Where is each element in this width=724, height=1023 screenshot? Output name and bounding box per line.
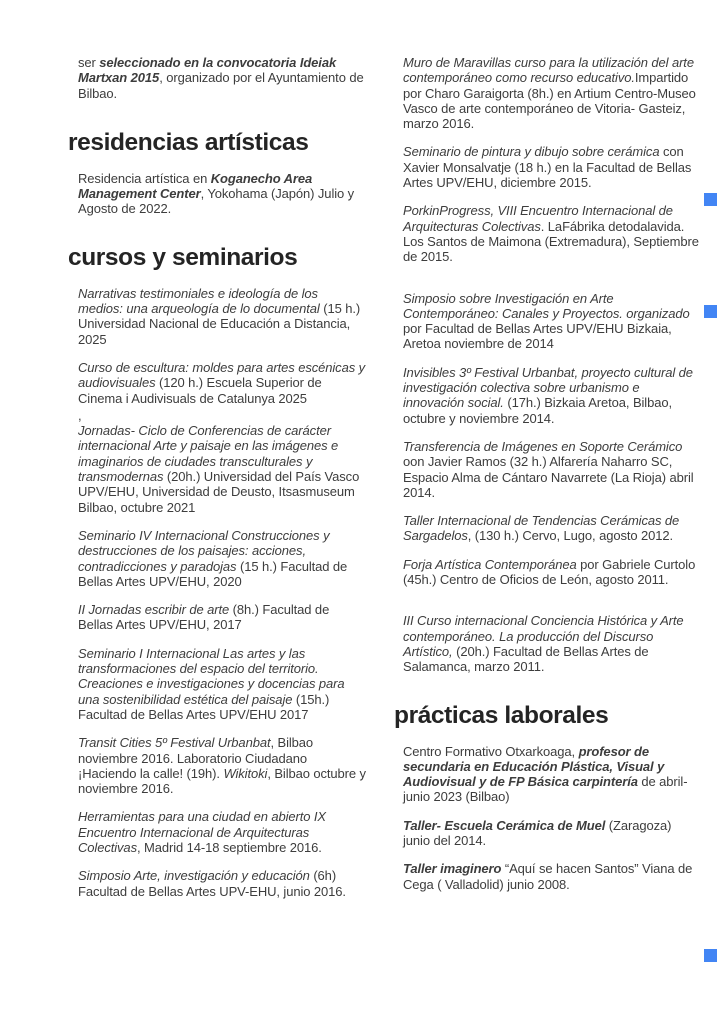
cv-paragraph	[78, 602, 366, 633]
cv-paragraph	[78, 55, 366, 101]
section-heading: cursos y seminarios	[68, 243, 298, 271]
text-run-italic: Seminario I Internacional Las artes y las transformaciones del espacio del territorio. Creaciones e investigaciones y docencias para una sostenibilidad estética del paisaje	[78, 645, 345, 707]
text-run: , Madrid 14-18 septiembre 2016.	[136, 839, 322, 855]
text-run-italic: Transferencia de Imágenes en Soporte Cerámico	[403, 438, 683, 454]
text-run: ser	[78, 55, 100, 70]
text-run: Centro Formativo Otxarkoaga,	[403, 743, 579, 759]
text-run: , Bilbao octubre y noviembre 2016.	[78, 765, 366, 797]
text-run: por Gabriele Curtolo (45h.) Centro de Oficios de León, agosto 2011.	[403, 556, 696, 588]
text-run-italic: Jornadas- Ciclo de Conferencias de carácter internacional Arte y paisaje en las imágenes e imaginarios de ciudades transculturales y transmodernas	[78, 423, 339, 485]
text-run: . LaFábrika detodalavida. Los Santos de Maimona (Extremadura), Septiembre de 2015.	[403, 218, 699, 265]
text-run: Residencia artística en	[78, 170, 211, 186]
cv-paragraph	[403, 557, 700, 588]
text-run: (15h.) Facultad de Bellas Artes UPV/EHU 2017	[78, 691, 330, 722]
text-run-bold-italic: Taller imaginero	[403, 861, 502, 877]
text-run: de abril- junio 2023 (Bilbao)	[403, 774, 688, 805]
text-run-italic: Curso de escultura: moldes para artes escénicas y audiovisuales	[78, 359, 366, 391]
cv-paragraph	[403, 291, 700, 352]
text-run-italic: Seminario de pintura y dibujo sobre cerámica	[403, 144, 660, 160]
cv-paragraph	[78, 868, 366, 899]
text-run-italic: Herramientas para una ciudad en abierto IX Encuentro Internacional de Arquitecturas Colectivas	[78, 809, 327, 855]
text-run: oon Javier Ramos (32 h.) Alfarería Naharro SC, Espacio Alma de Cántaro Navarrete (La Rioja) abril 2014.	[403, 454, 694, 500]
text-run-italic: Invisibles 3º Festival Urbanbat, proyecto cultural de investigación colectiva sobre urbanismo e innovación social.	[403, 364, 693, 411]
comment-annotation-icon[interactable]	[704, 949, 717, 962]
cv-paragraph	[403, 203, 700, 264]
cv-paragraph	[403, 439, 700, 500]
text-run-italic: Wikitoki	[223, 765, 268, 781]
text-run: (15 h.) Universidad Nacional de Educación a Distancia, 2025	[78, 301, 361, 347]
cv-paragraph	[78, 528, 366, 589]
cv-paragraph	[403, 144, 700, 190]
text-run: (8h.) Facultad de Bellas Artes UPV/EHU, 2017	[78, 602, 330, 633]
text-run-bold-italic: seleccionado en la convocatoria Ideiak Martxan 2015	[78, 55, 337, 86]
cv-paragraph	[403, 55, 700, 131]
text-run: “Aquí se hacen Santos” Viana de Cega ( Valladolid) junio 2008.	[403, 861, 693, 892]
text-run-italic: Simposio sobre Investigación en Arte Contemporáneo: Canales y Proyectos. organizado	[403, 290, 690, 321]
cv-paragraph	[403, 818, 700, 849]
cv-paragraph	[403, 365, 700, 426]
cv-paragraph	[78, 735, 366, 796]
cv-paragraph	[403, 613, 700, 674]
cv-paragraph	[78, 360, 366, 406]
text-run: (Zaragoza) junio del 2014.	[403, 817, 672, 848]
text-run-italic: Taller Internacional de Tendencias Cerámicas de Sargadelos	[403, 513, 680, 544]
text-run: , (130 h.) Cervo, Lugo, agosto 2012.	[467, 528, 674, 544]
text-run: (20h.) Facultad de Bellas Artes de Salamanca, marzo 2011.	[403, 643, 649, 675]
text-run: , Yokohama (Japón) Julio y Agosto de 2022.	[78, 186, 355, 217]
text-run-italic: III Curso internacional Conciencia Histórica y Arte contemporáneo. La producción del Discurso Artístico,	[403, 613, 684, 659]
comment-annotation-icon[interactable]	[704, 193, 717, 206]
text-run: (6h) Facultad de Bellas Artes UPV-EHU, junio 2016.	[78, 868, 346, 899]
text-run-italic: II Jornadas escribir de arte	[78, 602, 230, 618]
cv-paragraph	[403, 861, 700, 892]
text-run: ,	[78, 407, 82, 423]
cv-paragraph	[78, 646, 366, 722]
text-run: con Xavier Monsalvatje (18 h.) en la Facultad de Bellas Artes UPV/EHU, diciembre 2015.	[403, 144, 692, 191]
text-run: Impartido por Charo Garaigorta (8h.) en Artium Centro-Museo Vasco de arte contemporáneo de Vitoria- Gasteiz, marzo 2016.	[403, 70, 696, 132]
text-run: (20h.) Universidad del País Vasco UPV/EHU, Universidad de Deusto, Itsasmuseum Bilbao, octubre 2021	[78, 469, 360, 515]
section-heading: residencias artísticas	[68, 128, 309, 156]
text-run: , Bilbao noviembre 2016. Laboratorio Ciudadano ¡Haciendo la calle! (19h).	[78, 735, 314, 781]
comment-annotation-icon[interactable]	[704, 305, 717, 318]
text-run-italic: Seminario IV Internacional Construcciones y destrucciones de los paisajes: acciones, contradicciones y paradojas	[78, 527, 330, 574]
text-run-italic: Transit Cities 5º Festival Urbanbat	[78, 735, 271, 751]
text-run: (17h.) Bizkaia Aretoa, Bilbao, octubre y noviembre 2014.	[403, 395, 672, 426]
cv-paragraph	[403, 744, 700, 805]
text-run-italic: Narrativas testimoniales e ideología de los medios: una arqueología de lo documental	[78, 285, 320, 317]
text-run-bold-italic: profesor de secundaria en Educación Plástica, Visual y Audiovisual y de FP Básica carpintería	[403, 743, 665, 790]
right-column	[394, 55, 700, 892]
left-column	[68, 55, 366, 899]
cv-paragraph	[78, 809, 366, 855]
text-run-bold-italic: Koganecho Area Management Center	[78, 170, 313, 202]
text-run: (120 h.) Escuela Superior de Cinema i Audivisuals de Catalunya 2025	[78, 375, 322, 406]
cv-paragraph	[78, 423, 366, 515]
text-run-italic: Forja Artística Contemporánea	[403, 556, 577, 572]
cv-paragraph	[403, 513, 700, 544]
cv-paragraph	[78, 286, 366, 347]
text-run: (15 h.) Facultad de Bellas Artes UPV/EHU, 2020	[78, 558, 348, 589]
text-run: por Facultad de Bellas Artes UPV/EHU Bizkaia, Aretoa noviembre de 2014	[403, 321, 672, 352]
cv-paragraph	[78, 171, 366, 217]
text-run-italic: Muro de Maravillas curso para la utilización del arte contemporáneo como recurso educativo.	[403, 55, 694, 86]
section-heading: prácticas laborales	[394, 701, 609, 729]
text-run-bold-italic: Taller- Escuela Cerámica de Muel	[403, 817, 606, 833]
text-run-italic: Simposio Arte, investigación y educación	[78, 868, 310, 884]
cv-paragraph	[78, 408, 366, 423]
text-run-italic: PorkinProgress, VIII Encuentro Internacional de Arquitecturas Colectivas	[403, 203, 673, 234]
text-run: , organizado por el Ayuntamiento de Bilbao.	[78, 70, 364, 101]
